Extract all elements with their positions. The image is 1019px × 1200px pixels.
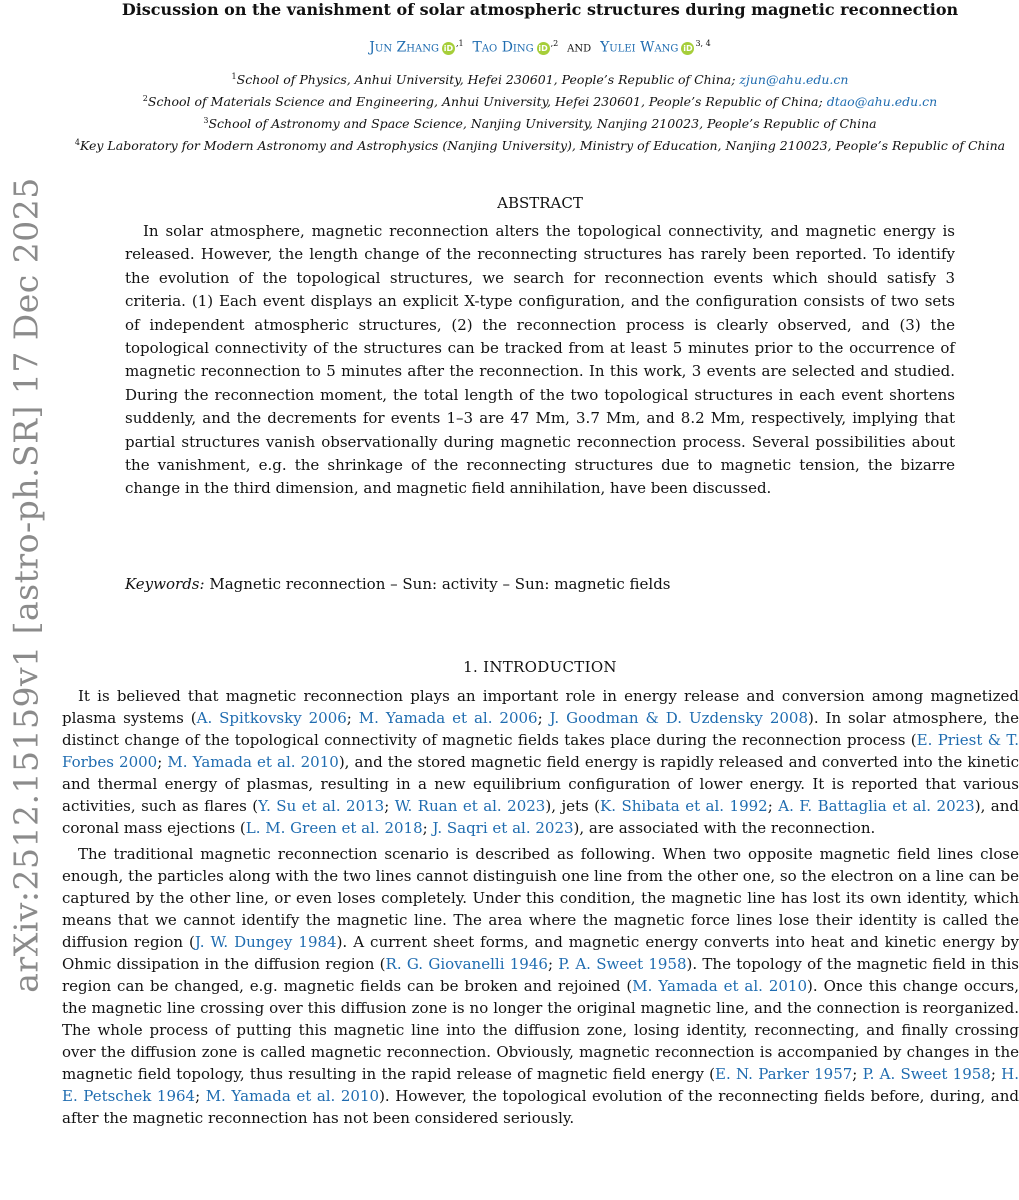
affiliation-number: 4 [74, 138, 80, 147]
paragraph-text: ; [346, 709, 359, 727]
paragraph-text: ; [422, 819, 433, 837]
arxiv-identifier: arXiv:2512.15159v1 [astro-ph.SR] 17 Dec 2025 [6, 177, 46, 993]
affiliation-number: 1 [231, 72, 237, 81]
paragraph-text: ), and coronal mass ejections ( [62, 797, 1019, 837]
citation-link[interactable]: J. Goodman & D. Uzdensky 2008 [549, 709, 808, 727]
citation-link[interactable]: P. A. Sweet 1958 [862, 1065, 991, 1083]
paragraph-text: ; [547, 955, 559, 973]
paragraph-text: ). Once this change occurs, the magnetic line crossing over this diffusion zone is no longer the original magnetic line, and the connection is reorganized. The whole process of putting this magnetic line into the diffusion zone, losing identity, reconnecting, and finally crossing over the diffusion zone is called magnetic reconnection. Obviously, magnetic reconnection is accompanied by changes in the magnetic field topology, thus resulting in the rapid release of magnetic field energy ( [62, 977, 1019, 1083]
author-name-1[interactable]: Jun Zhang [369, 39, 439, 56]
paragraph-text: ; [384, 797, 395, 815]
paragraph [62, 843, 1019, 1129]
citation-link[interactable]: A. Spitkovsky 2006 [196, 709, 347, 727]
orcid-icon[interactable]: iD [683, 43, 693, 53]
abstract-body: In solar atmosphere, magnetic reconnection alters the topological connectivity, and magnetic energy is released. However, the length change of the reconnecting structures has rarely been reported. To identify the evolution of the topological structures, we search for reconnection events which should satisfy 3 criteria. (1) Each event displays an explicit X-type configuration, and the configuration consists of two sets of independent atmospheric structures, (2) the reconnection process is clearly observed, and (3) the topological connectivity of the structures can be tracked from at least 5 minutes prior to the occurrence of magnetic reconnection to 5 minutes after the reconnection. In this work, 3 events are selected and studied. During the reconnection moment, the total length of the two topological structures in each event shortens suddenly, and the decrements for events 1–3 are 47 Mm, 3.7 Mm, and 8.2 Mm, respectively, implying that partial structures vanish observationally during magnetic reconnection process. Several possibilities about the vanishment, e.g. the shrinkage of the reconnecting structures due to magnetic tension, the bizarre change in the third dimension, and magnetic field annihilation, have been discussed. [125, 222, 955, 498]
paragraph-text: It is believed that magnetic reconnection plays an important role in energy release and conversion among magnetized plasma systems ( [62, 687, 1019, 727]
affiliation-number: 2 [142, 94, 148, 103]
paragraph-text: ; [990, 1065, 1002, 1083]
affiliation [60, 68, 1019, 89]
citation-link[interactable]: L. M. Green et al. 2018 [245, 819, 423, 837]
author-affil-3: 3, 4 [695, 39, 711, 48]
citation-link[interactable]: K. Shibata et al. 1992 [600, 797, 768, 815]
paragraph-text: ). The topology of the magnetic field in this region can be changed, e.g. magnetic fields can be broken and rejoined ( [62, 955, 1019, 995]
citation-link[interactable]: M. Yamada et al. 2010 [167, 753, 339, 771]
paragraph-text: ). However, the topological evolution of the reconnecting fields before, during, and after the magnetic reconnection has not been considered seriously. [62, 1087, 1019, 1127]
section-heading: 1. INTRODUCTION [463, 658, 617, 676]
paragraph-text: ; [157, 753, 168, 771]
citation-link[interactable]: M. Yamada et al. 2010 [632, 977, 808, 995]
affiliation-text: School of Materials Science and Engineering, Anhui University, Hefei 230601, People’s Republic of China; [147, 94, 827, 110]
affiliation-text: Key Laboratory for Modern Astronomy and Astrophysics (Nanjing University), Ministry of Education, Nanjing 210023, People’s Republic of China [80, 138, 1006, 154]
orcid-icon[interactable]: iD [443, 43, 454, 53]
author-affil-2: ,2 [550, 39, 559, 48]
author-list [60, 34, 1019, 58]
paragraph-text: ), are associated with the reconnection. [573, 819, 876, 837]
author-name-2[interactable]: Tao Ding [472, 39, 534, 56]
abstract-heading: ABSTRACT [497, 194, 583, 212]
paragraph-text: ; [767, 797, 779, 815]
citation-link[interactable]: M. Yamada et al. 2010 [205, 1087, 380, 1105]
author-affil-1: ,1 [455, 39, 464, 48]
paper-title: Discussion on the vanishment of solar atmospheric structures during magnetic reconnection [121, 0, 959, 19]
citation-link[interactable]: H. E. Petschek 1964 [62, 1065, 1019, 1105]
citation-link[interactable]: J. W. Dungey 1984 [194, 933, 337, 951]
citation-link[interactable]: Y. Su et al. 2013 [258, 797, 385, 815]
affiliation [60, 134, 1019, 155]
citation-link[interactable]: J. Saqri et al. 2023 [432, 819, 574, 837]
paragraph-text: ), jets ( [545, 797, 601, 815]
orcid-icon[interactable]: iD [538, 43, 548, 53]
introduction-text [62, 685, 1019, 1133]
affiliation [60, 90, 1019, 111]
arxiv-sidebar [0, 177, 52, 993]
keywords-text: Magnetic reconnection – Sun: activity – Sun: magnetic fields [209, 575, 671, 593]
paragraph-text: ; [195, 1087, 206, 1105]
paragraph-text: ). In solar atmosphere, the distinct change of the topological connectivity of magnetic fields takes place during the reconnection process ( [62, 709, 1019, 749]
citation-link[interactable]: E. N. Parker 1957 [715, 1065, 853, 1083]
affiliation-number: 3 [203, 116, 209, 125]
citation-link[interactable]: R. G. Giovanelli 1946 [385, 955, 548, 973]
paragraph-text: The traditional magnetic reconnection scenario is described as following. When two opposite magnetic field lines close enough, the particles along with the two lines cannot distinguish one line from the other one, so the electron on a line can be captured by the other line, or even loses completely. Under this condition, the magnetic line has lost its own identity, which means that we cannot identify the magnetic line. The area where the magnetic force lines lose their identity is called the diffusion region ( [62, 845, 1019, 951]
affiliation-text: School of Astronomy and Space Science, Nanjing University, Nanjing 210023, People’s Republic of China [208, 116, 877, 132]
email-link[interactable]: zjun@ahu.edu.cn [739, 72, 849, 88]
affiliation-text: School of Physics, Anhui University, Hefei 230601, People’s Republic of China; [236, 72, 740, 88]
keywords [125, 575, 955, 593]
paragraph-text: ), and the stored magnetic field energy is rapidly released and converted into the kinetic and thermal energy of plasmas, resulting in a new equilibrium configuration of lower energy. It is reported that various activities, such as flares ( [62, 753, 1019, 815]
author-name-3[interactable]: Yulei Wang [600, 39, 679, 56]
paragraph [62, 685, 1019, 839]
citation-link[interactable]: P. A. Sweet 1958 [558, 955, 687, 973]
email-link[interactable]: dtao@ahu.edu.cn [826, 94, 938, 110]
paragraph-text: ; [537, 709, 550, 727]
citation-link[interactable]: E. Priest & T. Forbes 2000 [62, 731, 1019, 771]
author-conjunction: and [567, 39, 592, 56]
citation-link[interactable]: W. Ruan et al. 2023 [394, 797, 546, 815]
paragraph-text: ). A current sheet forms, and magnetic energy converts into heat and kinetic energy by Ohmic dissipation in the diffusion region ( [62, 933, 1019, 973]
citation-link[interactable]: M. Yamada et al. 2006 [358, 709, 538, 727]
paragraph-text: ; [852, 1065, 863, 1083]
citation-link[interactable]: A. F. Battaglia et al. 2023 [778, 797, 975, 815]
affiliation [60, 112, 1019, 133]
keywords-label: Keywords: [125, 575, 205, 593]
